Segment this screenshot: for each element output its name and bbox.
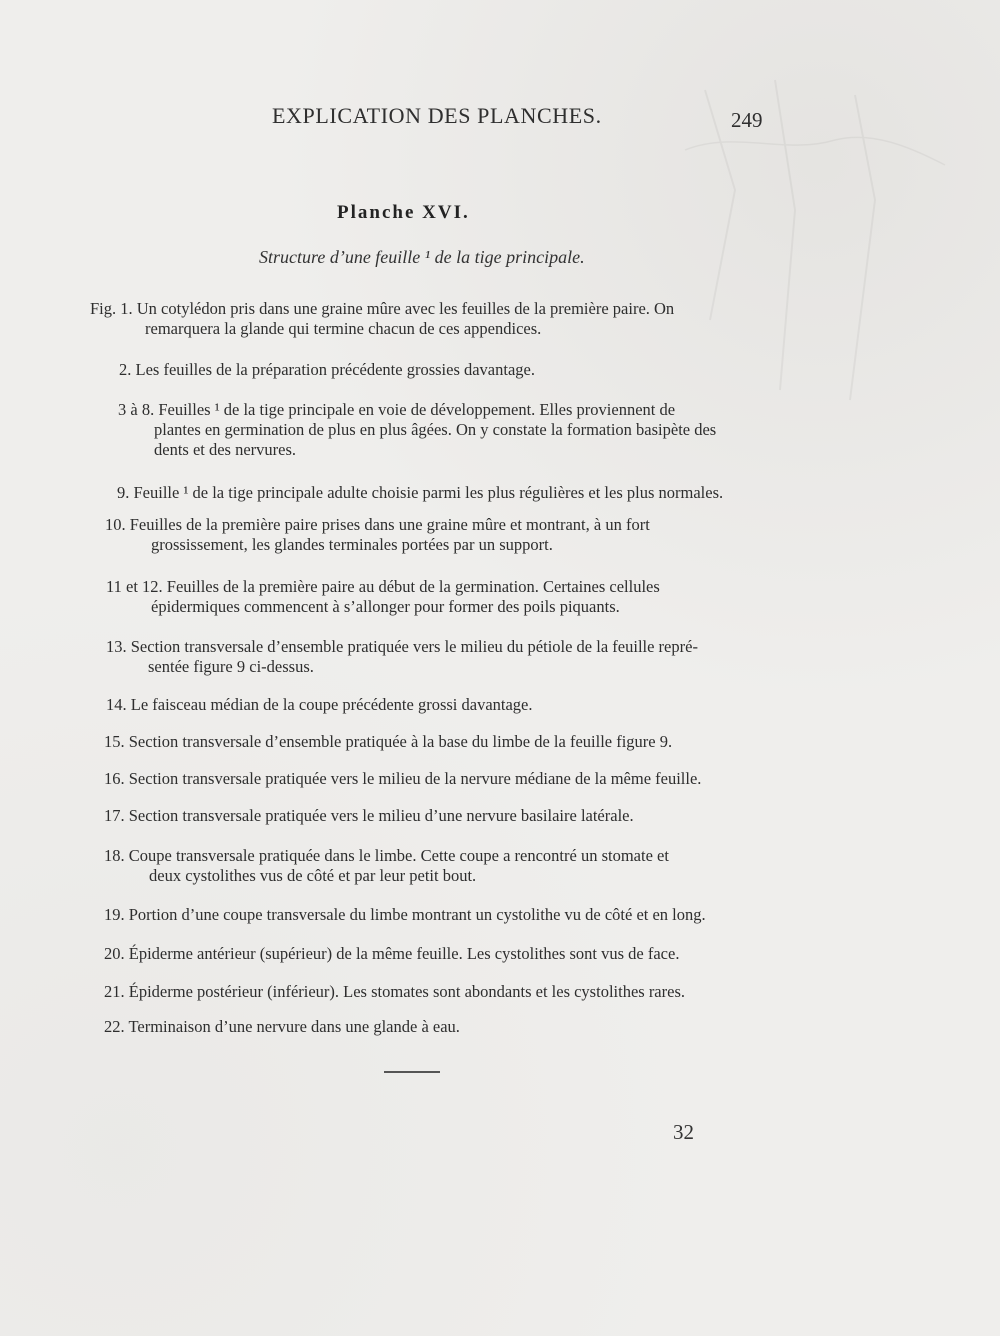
plate-subtitle: Structure d’une feuille ¹ de la tige principale. [259, 247, 585, 267]
entry-fig-13-line-2: sentée figure 9 ci-dessus. [148, 657, 314, 676]
entry-fig-9 [117, 483, 723, 503]
entry-fig-19 [104, 905, 706, 925]
entry-fig-9-line-1: 9. Feuille ¹ de la tige principale adulte choisie parmi les plus régulières et les plus normales. [117, 483, 724, 502]
entry-fig-2-line-1: 2. Les feuilles de la préparation précédente grossies davantage. [119, 360, 535, 379]
entry-fig-10-line-2: grossissement, les glandes terminales portées par un support. [151, 535, 553, 554]
entry-fig-19-line-1: 19. Portion d’une coupe transversale du limbe montrant un cystolithe vu de côté et en long. [104, 905, 706, 924]
entry-fig-18-line-1: 18. Coupe transversale pratiquée dans le limbe. Cette coupe a rencontré un stomate et [104, 846, 669, 865]
entry-fig-15-line-1: 15. Section transversale d’ensemble pratiquée à la base du limbe de la feuille figure 9. [104, 732, 673, 751]
entry-fig-11-12-line-2: épidermiques commencent à s’allonger pour former des poils piquants. [151, 597, 620, 616]
entry-fig-16-line-1: 16. Section transversale pratiquée vers le milieu de la nervure médiane de la même feuille. [104, 769, 702, 788]
show-through-illustration [665, 70, 965, 430]
entry-fig-17 [104, 806, 634, 826]
entry-fig-20 [104, 944, 679, 964]
entry-fig-18 [104, 846, 669, 886]
entry-fig-10-line-1: 10. Feuilles de la première paire prises dans une graine mûre et montrant, à un fort [105, 515, 650, 534]
signature-mark: 32 [673, 1120, 694, 1144]
entry-fig-13-line-1: 13. Section transversale d’ensemble pratiquée vers le milieu du pétiole de la feuille repré- [106, 637, 698, 656]
entry-fig-11-12-line-1: 11 et 12. Feuilles de la première paire au début de la germination. Certaines cellules [106, 577, 660, 596]
entry-fig-1-line-2: remarquera la glande qui termine chacun de ces appendices. [145, 319, 542, 338]
entry-fig-3-8-line-3: dents et des nervures. [154, 440, 297, 459]
entry-fig-20-line-1: 20. Épiderme antérieur (supérieur) de la même feuille. Les cystolithes sont vus de face. [104, 944, 680, 963]
entry-fig-1 [90, 299, 674, 339]
entry-fig-17-line-1: 17. Section transversale pratiquée vers le milieu d’une nervure basilaire latérale. [104, 806, 634, 825]
entry-fig-3-8-line-1: 3 à 8. Feuilles ¹ de la tige principale en voie de développement. Elles proviennent de [118, 400, 676, 419]
entry-fig-3-8 [118, 400, 716, 460]
plate-title: Planche XVI. [337, 202, 470, 223]
entry-fig-18-line-2: deux cystolithes vus de côté et par leur petit bout. [149, 866, 477, 885]
running-head: EXPLICATION DES PLANCHES. [272, 103, 602, 128]
entry-fig-1-line-1: Fig. 1. Un cotylédon pris dans une graine mûre avec les feuilles de la première paire. On [90, 299, 675, 318]
section-divider [384, 1071, 440, 1073]
entry-fig-22 [104, 1017, 460, 1037]
entry-fig-22-line-1: 22. Terminaison d’une nervure dans une glande à eau. [104, 1017, 460, 1036]
entry-fig-15 [104, 732, 672, 752]
entry-fig-11-12 [106, 577, 660, 617]
entry-fig-10 [105, 515, 650, 555]
entry-fig-14 [106, 695, 533, 715]
entry-fig-13 [106, 637, 698, 677]
entry-fig-21 [104, 982, 685, 1002]
entry-fig-3-8-line-2: plantes en germination de plus en plus âgées. On y constate la formation basipète des [154, 420, 717, 439]
entry-fig-2 [119, 360, 535, 380]
entry-fig-21-line-1: 21. Épiderme postérieur (inférieur). Les stomates sont abondants et les cystolithes rares. [104, 982, 685, 1001]
page-number: 249 [731, 108, 763, 132]
entry-fig-14-line-1: 14. Le faisceau médian de la coupe précédente grossi davantage. [106, 695, 533, 714]
entry-fig-16 [104, 769, 701, 789]
